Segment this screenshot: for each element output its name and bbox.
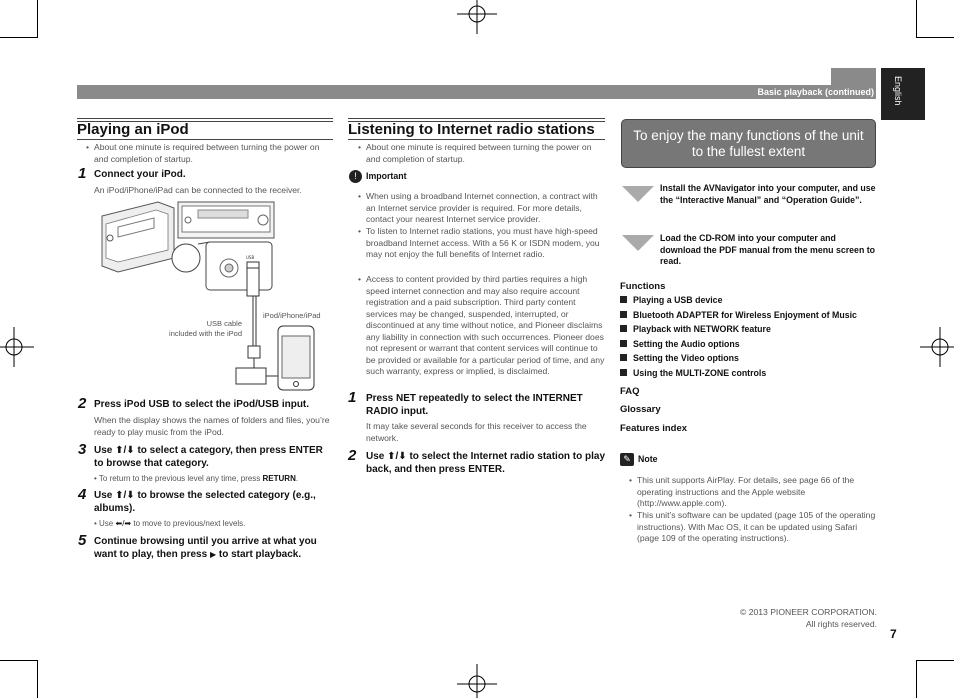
crop-mark	[37, 660, 38, 698]
list-item[interactable]: Setting the Video options	[620, 351, 880, 366]
crop-mark	[916, 660, 954, 661]
device-label: iPod/iPhone/iPad	[263, 311, 321, 320]
square-bullet-icon	[620, 369, 627, 376]
title-rule	[77, 118, 333, 122]
up-down-arrow-icon: ⬆/⬇	[115, 445, 135, 456]
note-pencil-icon: ✎	[620, 453, 634, 466]
registration-mark	[0, 327, 34, 367]
features-index-link[interactable]: Features index	[620, 423, 688, 434]
usb-port-zoom-icon	[206, 242, 272, 290]
step-number: 1	[78, 165, 87, 182]
important-bullet: • When using a broadband Internet connection, a contract with an Internet service provider is required. For more details, contact your nearest Internet service provider.	[358, 191, 598, 224]
step-text: Use ⬆/⬇ to select the Internet radio station to play back, and then press ENTER.	[366, 451, 606, 475]
crop-mark	[916, 0, 917, 38]
step-number: 2	[78, 395, 87, 412]
receiver-front-icon	[178, 202, 274, 238]
list-item[interactable]: Playback with NETWORK feature	[620, 322, 880, 337]
step-subtext: • To return to the previous level any time, press RETURN.	[94, 474, 299, 483]
registration-mark	[920, 327, 954, 367]
left-right-arrow-icon: ⬅/➡	[115, 519, 132, 528]
page-number: 7	[890, 627, 897, 641]
list-item[interactable]: Setting the Audio options	[620, 337, 880, 352]
cable-label: USB cable included with the iPod	[169, 319, 242, 338]
language-label: English	[893, 76, 903, 106]
step-number: 4	[78, 486, 87, 503]
step-subtext: It may take several seconds for this receiver to access the network.	[366, 421, 587, 443]
list-item[interactable]: Playing a USB device	[620, 293, 880, 308]
title-underline	[348, 139, 605, 140]
header-bar	[77, 85, 875, 99]
square-bullet-icon	[620, 296, 627, 303]
important-heading: ! Important	[349, 170, 407, 183]
title-underline	[77, 139, 333, 140]
svg-text:USB: USB	[246, 255, 255, 260]
functions-list	[620, 293, 880, 380]
section-title-ipod: Playing an iPod	[77, 121, 189, 138]
step-text: Press NET repeatedly to select the INTERNET RADIO input.	[366, 393, 583, 417]
language-tab	[881, 68, 925, 120]
step-text: Use ⬆/⬇ to select a category, then press ENTER to browse that category.	[94, 445, 323, 469]
step-number: 2	[348, 447, 357, 464]
install-instruction: Install the AVNavigator into your computer, and use the “Interactive Manual” and “Operation Guide”.	[660, 183, 876, 205]
square-bullet-icon	[620, 340, 627, 347]
step-subtext: An iPod/iPhone/iPad can be connected to the receiver.	[94, 185, 302, 195]
crop-mark	[0, 37, 38, 38]
crop-mark	[916, 37, 954, 38]
step-text: Press iPod USB to select the iPod/USB input.	[94, 399, 310, 410]
up-down-arrow-icon: ⬆/⬇	[387, 451, 407, 462]
section-title-internet-radio: Listening to Internet radio stations	[348, 121, 595, 138]
copyright-text: © 2013 PIONEER CORPORATION. All rights reserved.	[739, 607, 877, 629]
step-number: 1	[348, 389, 357, 406]
list-item[interactable]: Using the MULTI-ZONE controls	[620, 366, 880, 381]
triangle-arrow-icon	[622, 235, 654, 251]
section-header: Basic playback (continued)	[757, 87, 874, 97]
important-bullet: • Access to content provided by third parties requires a high speed internet connection and may also require account registration and a paid subscription. Third party content services may be changed, suspended, interrupted, or discontinued at any time without notice, and Pioneer disclaims any liability in connection with such occurrences. Pioneer does not represent or warrant that content services will continue to be provided or available for a particular period of time, and any such warranty, express or implied, is disclaimed.	[358, 274, 605, 376]
crop-mark	[0, 660, 38, 661]
crop-mark	[37, 0, 38, 38]
step-number: 5	[78, 532, 87, 549]
list-item[interactable]: Bluetooth ADAPTER for Wireless Enjoyment of Music	[620, 308, 880, 323]
square-bullet-icon	[620, 354, 627, 361]
faq-link[interactable]: FAQ	[620, 386, 640, 397]
square-bullet-icon	[620, 311, 627, 318]
step-text: Use ⬆/⬇ to browse the selected category (e.g., albums).	[94, 490, 316, 514]
square-bullet-icon	[620, 325, 627, 332]
play-icon: ▶	[209, 550, 217, 559]
functions-heading: Functions	[620, 281, 666, 292]
startup-bullet: • About one minute is required between turning the power on and completion of startup.	[358, 142, 592, 164]
receiver-rear-icon	[102, 202, 174, 272]
step-subtext: • Use ⬅/➡ to move to previous/next levels.	[94, 519, 246, 528]
step-subtext: When the display shows the names of folders and files, you’re ready to play music from the iPod.	[94, 415, 330, 437]
ipod-connection-diagram	[98, 196, 334, 392]
triangle-arrow-icon	[622, 186, 654, 202]
step-text: Continue browsing until you arrive at what you want to play, then press ▶ to start playback.	[94, 536, 317, 560]
glossary-link[interactable]: Glossary	[620, 404, 661, 415]
crop-mark	[916, 660, 917, 698]
functions-banner: To enjoy the many functions of the unit to the fullest extent	[621, 119, 876, 168]
registration-mark	[457, 0, 497, 34]
ipod-device-icon	[266, 326, 314, 390]
note-bullet: • This unit supports AirPlay. For details, see page 66 of the operating instructions and the Apple website (http://www.apple.com).	[629, 475, 855, 508]
note-bullet: • This unit’s software can be updated (page 105 of the operating instructions). With Mac OS, it can be updated using Safari (page 109 of the operating instructions).	[629, 510, 876, 543]
up-down-arrow-icon: ⬆/⬇	[115, 490, 135, 501]
registration-mark	[457, 664, 497, 698]
note-heading: ✎ Note	[620, 453, 658, 466]
load-cdrom-instruction: Load the CD-ROM into your computer and download the PDF manual from the menu screen to read.	[660, 233, 876, 266]
startup-bullet: • About one minute is required between turning the power on and completion of startup.	[86, 142, 320, 164]
step-text: Connect your iPod.	[94, 169, 186, 180]
step-number: 3	[78, 441, 87, 458]
important-bullet: • To listen to Internet radio stations, you must have high-speed broadband Internet access. With a 56 K or ISDN modem, you may not enjoy the full benefits of Internet radio.	[358, 226, 600, 259]
important-icon: !	[349, 170, 362, 183]
